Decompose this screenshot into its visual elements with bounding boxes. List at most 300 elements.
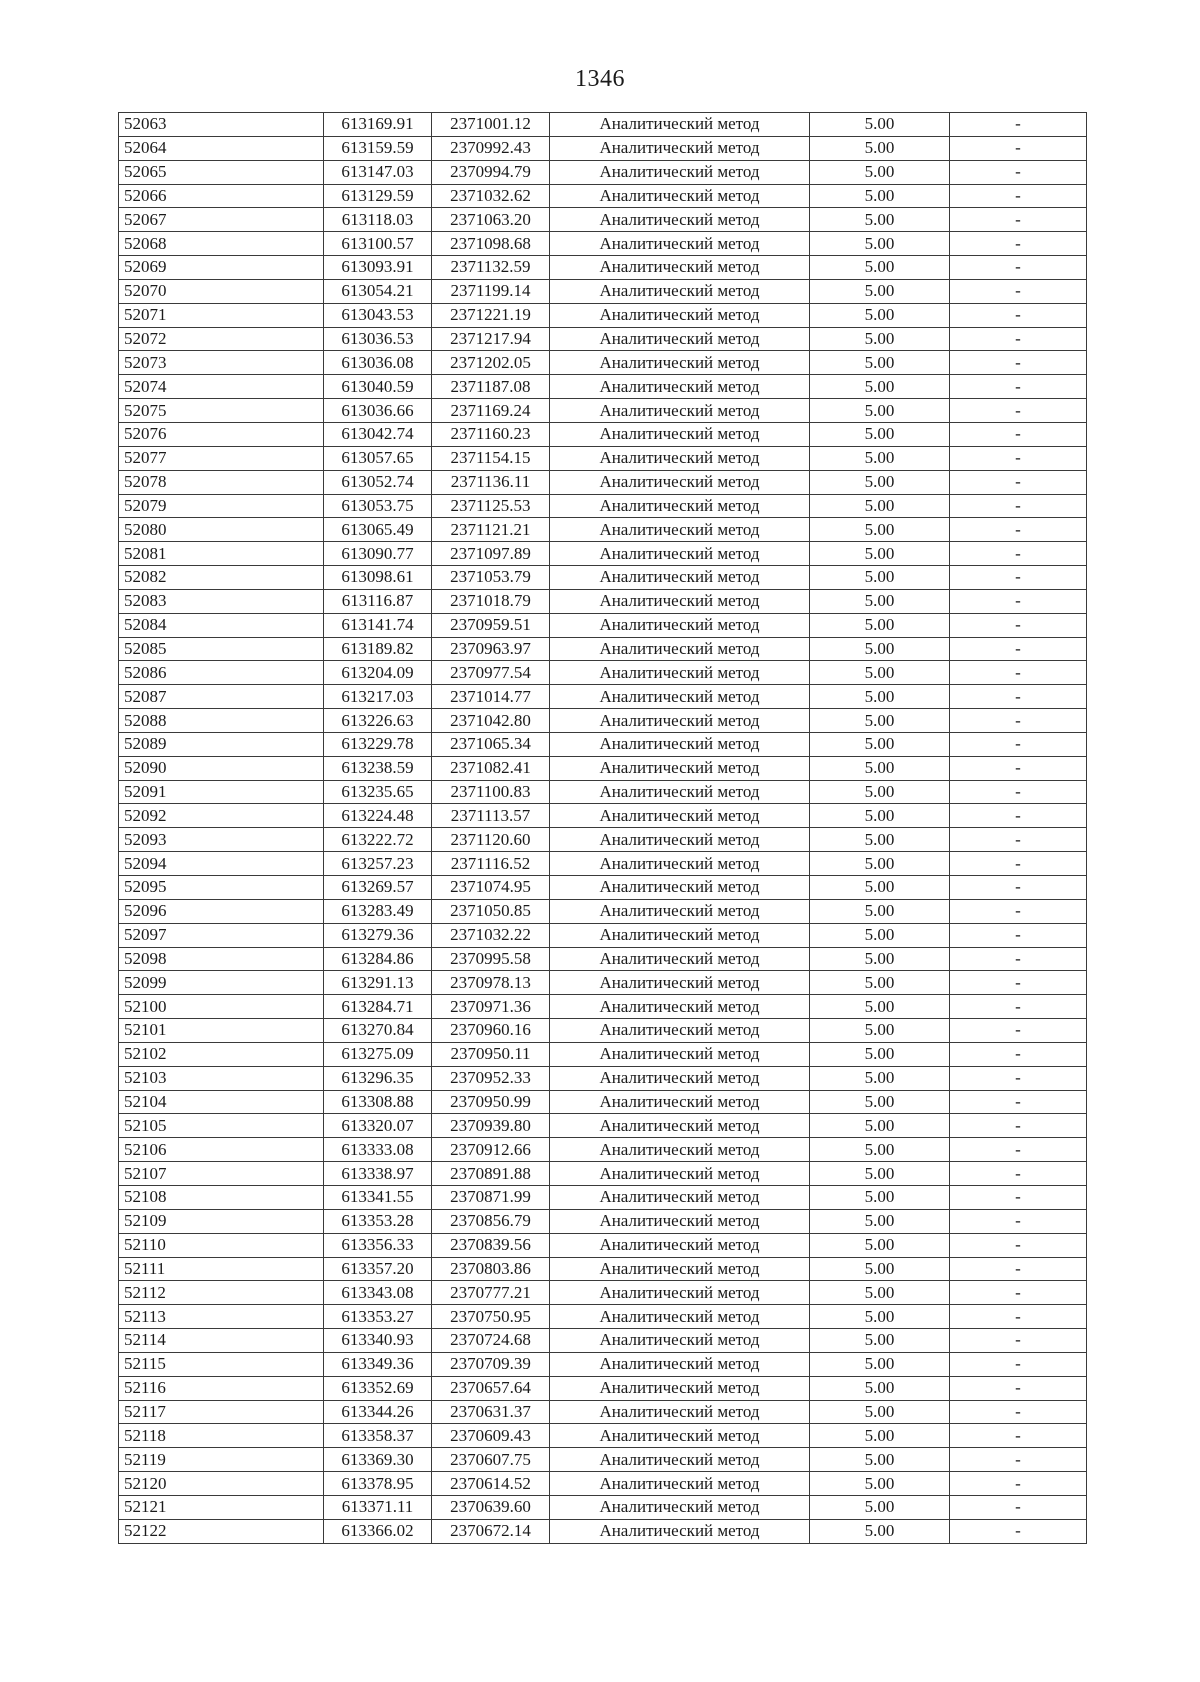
table-row xyxy=(119,113,1087,137)
y-coordinate-cell: 2370971.36 xyxy=(432,995,550,1019)
note-cell: - xyxy=(950,756,1087,780)
x-coordinate-cell: 613320.07 xyxy=(324,1114,432,1138)
point-id-cell: 52106 xyxy=(119,1138,324,1162)
note-cell: - xyxy=(950,256,1087,280)
accuracy-cell: 5.00 xyxy=(810,399,950,423)
point-id-cell: 52122 xyxy=(119,1519,324,1543)
point-id-cell: 52081 xyxy=(119,542,324,566)
x-coordinate-cell: 613204.09 xyxy=(324,661,432,685)
accuracy-cell: 5.00 xyxy=(810,303,950,327)
accuracy-cell: 5.00 xyxy=(810,1185,950,1209)
y-coordinate-cell: 2371217.94 xyxy=(432,327,550,351)
x-coordinate-cell: 613338.97 xyxy=(324,1162,432,1186)
y-coordinate-cell: 2370672.14 xyxy=(432,1519,550,1543)
x-coordinate-cell: 613378.95 xyxy=(324,1472,432,1496)
method-cell: Аналитический метод xyxy=(550,709,810,733)
method-cell: Аналитический метод xyxy=(550,279,810,303)
table-body xyxy=(119,113,1087,1544)
x-coordinate-cell: 613308.88 xyxy=(324,1090,432,1114)
table-row xyxy=(119,971,1087,995)
note-cell: - xyxy=(950,184,1087,208)
y-coordinate-cell: 2370939.80 xyxy=(432,1114,550,1138)
table-row xyxy=(119,1352,1087,1376)
point-id-cell: 52069 xyxy=(119,256,324,280)
accuracy-cell: 5.00 xyxy=(810,756,950,780)
coordinates-table xyxy=(118,112,1087,1544)
note-cell: - xyxy=(950,279,1087,303)
x-coordinate-cell: 613147.03 xyxy=(324,160,432,184)
table-row xyxy=(119,279,1087,303)
point-id-cell: 52064 xyxy=(119,136,324,160)
y-coordinate-cell: 2371199.14 xyxy=(432,279,550,303)
table-row xyxy=(119,1042,1087,1066)
method-cell: Аналитический метод xyxy=(550,1305,810,1329)
y-coordinate-cell: 2370992.43 xyxy=(432,136,550,160)
method-cell: Аналитический метод xyxy=(550,637,810,661)
table-row xyxy=(119,1305,1087,1329)
table-row xyxy=(119,542,1087,566)
accuracy-cell: 5.00 xyxy=(810,685,950,709)
accuracy-cell: 5.00 xyxy=(810,1424,950,1448)
note-cell: - xyxy=(950,303,1087,327)
x-coordinate-cell: 613296.35 xyxy=(324,1066,432,1090)
point-id-cell: 52087 xyxy=(119,685,324,709)
method-cell: Аналитический метод xyxy=(550,947,810,971)
accuracy-cell: 5.00 xyxy=(810,1066,950,1090)
method-cell: Аналитический метод xyxy=(550,422,810,446)
y-coordinate-cell: 2370839.56 xyxy=(432,1233,550,1257)
point-id-cell: 52109 xyxy=(119,1209,324,1233)
table-row xyxy=(119,947,1087,971)
table-row xyxy=(119,446,1087,470)
point-id-cell: 52119 xyxy=(119,1448,324,1472)
y-coordinate-cell: 2371098.68 xyxy=(432,232,550,256)
point-id-cell: 52121 xyxy=(119,1495,324,1519)
method-cell: Аналитический метод xyxy=(550,971,810,995)
note-cell: - xyxy=(950,566,1087,590)
point-id-cell: 52112 xyxy=(119,1281,324,1305)
table-row xyxy=(119,422,1087,446)
table-row xyxy=(119,780,1087,804)
note-cell: - xyxy=(950,1448,1087,1472)
y-coordinate-cell: 2370891.88 xyxy=(432,1162,550,1186)
accuracy-cell: 5.00 xyxy=(810,566,950,590)
method-cell: Аналитический метод xyxy=(550,1352,810,1376)
y-coordinate-cell: 2371032.62 xyxy=(432,184,550,208)
method-cell: Аналитический метод xyxy=(550,1472,810,1496)
y-coordinate-cell: 2371136.11 xyxy=(432,470,550,494)
note-cell: - xyxy=(950,1281,1087,1305)
accuracy-cell: 5.00 xyxy=(810,1400,950,1424)
method-cell: Аналитический метод xyxy=(550,661,810,685)
note-cell: - xyxy=(950,208,1087,232)
note-cell: - xyxy=(950,1376,1087,1400)
note-cell: - xyxy=(950,327,1087,351)
x-coordinate-cell: 613054.21 xyxy=(324,279,432,303)
x-coordinate-cell: 613042.74 xyxy=(324,422,432,446)
accuracy-cell: 5.00 xyxy=(810,780,950,804)
table-row xyxy=(119,1019,1087,1043)
note-cell: - xyxy=(950,1233,1087,1257)
table-row xyxy=(119,1472,1087,1496)
method-cell: Аналитический метод xyxy=(550,470,810,494)
note-cell: - xyxy=(950,804,1087,828)
accuracy-cell: 5.00 xyxy=(810,208,950,232)
method-cell: Аналитический метод xyxy=(550,876,810,900)
method-cell: Аналитический метод xyxy=(550,566,810,590)
note-cell: - xyxy=(950,947,1087,971)
x-coordinate-cell: 613217.03 xyxy=(324,685,432,709)
accuracy-cell: 5.00 xyxy=(810,160,950,184)
method-cell: Аналитический метод xyxy=(550,780,810,804)
note-cell: - xyxy=(950,661,1087,685)
method-cell: Аналитический метод xyxy=(550,375,810,399)
point-id-cell: 52082 xyxy=(119,566,324,590)
table-row xyxy=(119,399,1087,423)
accuracy-cell: 5.00 xyxy=(810,1472,950,1496)
table-row xyxy=(119,256,1087,280)
x-coordinate-cell: 613043.53 xyxy=(324,303,432,327)
point-id-cell: 52098 xyxy=(119,947,324,971)
y-coordinate-cell: 2371014.77 xyxy=(432,685,550,709)
accuracy-cell: 5.00 xyxy=(810,351,950,375)
table-row xyxy=(119,1257,1087,1281)
y-coordinate-cell: 2370609.43 xyxy=(432,1424,550,1448)
method-cell: Аналитический метод xyxy=(550,1519,810,1543)
method-cell: Аналитический метод xyxy=(550,613,810,637)
note-cell: - xyxy=(950,136,1087,160)
point-id-cell: 52107 xyxy=(119,1162,324,1186)
table-row xyxy=(119,589,1087,613)
point-id-cell: 52084 xyxy=(119,613,324,637)
y-coordinate-cell: 2370724.68 xyxy=(432,1329,550,1353)
method-cell: Аналитический метод xyxy=(550,1424,810,1448)
y-coordinate-cell: 2371120.60 xyxy=(432,828,550,852)
accuracy-cell: 5.00 xyxy=(810,422,950,446)
x-coordinate-cell: 613057.65 xyxy=(324,446,432,470)
accuracy-cell: 5.00 xyxy=(810,1329,950,1353)
method-cell: Аналитический метод xyxy=(550,1281,810,1305)
point-id-cell: 52113 xyxy=(119,1305,324,1329)
accuracy-cell: 5.00 xyxy=(810,995,950,1019)
y-coordinate-cell: 2371160.23 xyxy=(432,422,550,446)
y-coordinate-cell: 2371050.85 xyxy=(432,899,550,923)
point-id-cell: 52085 xyxy=(119,637,324,661)
x-coordinate-cell: 613257.23 xyxy=(324,852,432,876)
accuracy-cell: 5.00 xyxy=(810,375,950,399)
point-id-cell: 52103 xyxy=(119,1066,324,1090)
table-row xyxy=(119,1233,1087,1257)
method-cell: Аналитический метод xyxy=(550,256,810,280)
note-cell: - xyxy=(950,113,1087,137)
y-coordinate-cell: 2370803.86 xyxy=(432,1257,550,1281)
note-cell: - xyxy=(950,852,1087,876)
note-cell: - xyxy=(950,1138,1087,1162)
y-coordinate-cell: 2370750.95 xyxy=(432,1305,550,1329)
method-cell: Аналитический метод xyxy=(550,1042,810,1066)
note-cell: - xyxy=(950,1066,1087,1090)
x-coordinate-cell: 613238.59 xyxy=(324,756,432,780)
y-coordinate-cell: 2371042.80 xyxy=(432,709,550,733)
accuracy-cell: 5.00 xyxy=(810,637,950,661)
table-row xyxy=(119,1162,1087,1186)
table-row xyxy=(119,613,1087,637)
note-cell: - xyxy=(950,732,1087,756)
table-row xyxy=(119,1376,1087,1400)
y-coordinate-cell: 2371125.53 xyxy=(432,494,550,518)
x-coordinate-cell: 613270.84 xyxy=(324,1019,432,1043)
x-coordinate-cell: 613284.71 xyxy=(324,995,432,1019)
point-id-cell: 52074 xyxy=(119,375,324,399)
method-cell: Аналитический метод xyxy=(550,113,810,137)
method-cell: Аналитический метод xyxy=(550,1400,810,1424)
note-cell: - xyxy=(950,160,1087,184)
point-id-cell: 52080 xyxy=(119,518,324,542)
x-coordinate-cell: 613226.63 xyxy=(324,709,432,733)
method-cell: Аналитический метод xyxy=(550,804,810,828)
x-coordinate-cell: 613333.08 xyxy=(324,1138,432,1162)
accuracy-cell: 5.00 xyxy=(810,1233,950,1257)
y-coordinate-cell: 2370950.99 xyxy=(432,1090,550,1114)
note-cell: - xyxy=(950,1352,1087,1376)
method-cell: Аналитический метод xyxy=(550,995,810,1019)
y-coordinate-cell: 2371074.95 xyxy=(432,876,550,900)
y-coordinate-cell: 2371001.12 xyxy=(432,113,550,137)
note-cell: - xyxy=(950,923,1087,947)
point-id-cell: 52075 xyxy=(119,399,324,423)
table-row xyxy=(119,327,1087,351)
accuracy-cell: 5.00 xyxy=(810,1448,950,1472)
method-cell: Аналитический метод xyxy=(550,160,810,184)
accuracy-cell: 5.00 xyxy=(810,1042,950,1066)
note-cell: - xyxy=(950,542,1087,566)
x-coordinate-cell: 613090.77 xyxy=(324,542,432,566)
x-coordinate-cell: 613275.09 xyxy=(324,1042,432,1066)
method-cell: Аналитический метод xyxy=(550,1448,810,1472)
x-coordinate-cell: 613279.36 xyxy=(324,923,432,947)
point-id-cell: 52116 xyxy=(119,1376,324,1400)
point-id-cell: 52092 xyxy=(119,804,324,828)
note-cell: - xyxy=(950,351,1087,375)
y-coordinate-cell: 2370639.60 xyxy=(432,1495,550,1519)
note-cell: - xyxy=(950,1114,1087,1138)
note-cell: - xyxy=(950,1019,1087,1043)
y-coordinate-cell: 2370978.13 xyxy=(432,971,550,995)
table-row xyxy=(119,1114,1087,1138)
table-row xyxy=(119,852,1087,876)
method-cell: Аналитический метод xyxy=(550,1185,810,1209)
table-row xyxy=(119,375,1087,399)
y-coordinate-cell: 2370952.33 xyxy=(432,1066,550,1090)
y-coordinate-cell: 2371097.89 xyxy=(432,542,550,566)
point-id-cell: 52115 xyxy=(119,1352,324,1376)
point-id-cell: 52072 xyxy=(119,327,324,351)
y-coordinate-cell: 2371121.21 xyxy=(432,518,550,542)
y-coordinate-cell: 2371082.41 xyxy=(432,756,550,780)
point-id-cell: 52066 xyxy=(119,184,324,208)
note-cell: - xyxy=(950,613,1087,637)
table-row xyxy=(119,1519,1087,1543)
y-coordinate-cell: 2370959.51 xyxy=(432,613,550,637)
accuracy-cell: 5.00 xyxy=(810,1138,950,1162)
accuracy-cell: 5.00 xyxy=(810,1305,950,1329)
method-cell: Аналитический метод xyxy=(550,1066,810,1090)
method-cell: Аналитический метод xyxy=(550,446,810,470)
x-coordinate-cell: 613116.87 xyxy=(324,589,432,613)
y-coordinate-cell: 2370856.79 xyxy=(432,1209,550,1233)
x-coordinate-cell: 613129.59 xyxy=(324,184,432,208)
point-id-cell: 52078 xyxy=(119,470,324,494)
method-cell: Аналитический метод xyxy=(550,351,810,375)
x-coordinate-cell: 613040.59 xyxy=(324,375,432,399)
accuracy-cell: 5.00 xyxy=(810,256,950,280)
table-row xyxy=(119,136,1087,160)
note-cell: - xyxy=(950,876,1087,900)
note-cell: - xyxy=(950,1400,1087,1424)
point-id-cell: 52083 xyxy=(119,589,324,613)
accuracy-cell: 5.00 xyxy=(810,876,950,900)
table-row xyxy=(119,1400,1087,1424)
x-coordinate-cell: 613352.69 xyxy=(324,1376,432,1400)
y-coordinate-cell: 2371113.57 xyxy=(432,804,550,828)
x-coordinate-cell: 613036.66 xyxy=(324,399,432,423)
accuracy-cell: 5.00 xyxy=(810,136,950,160)
accuracy-cell: 5.00 xyxy=(810,709,950,733)
y-coordinate-cell: 2370960.16 xyxy=(432,1019,550,1043)
method-cell: Аналитический метод xyxy=(550,852,810,876)
table-row xyxy=(119,876,1087,900)
y-coordinate-cell: 2371187.08 xyxy=(432,375,550,399)
method-cell: Аналитический метод xyxy=(550,136,810,160)
y-coordinate-cell: 2370912.66 xyxy=(432,1138,550,1162)
point-id-cell: 52101 xyxy=(119,1019,324,1043)
method-cell: Аналитический метод xyxy=(550,303,810,327)
point-id-cell: 52118 xyxy=(119,1424,324,1448)
method-cell: Аналитический метод xyxy=(550,685,810,709)
table-row xyxy=(119,1209,1087,1233)
table-row xyxy=(119,804,1087,828)
point-id-cell: 52088 xyxy=(119,709,324,733)
y-coordinate-cell: 2371100.83 xyxy=(432,780,550,804)
method-cell: Аналитический метод xyxy=(550,1233,810,1257)
table-row xyxy=(119,470,1087,494)
point-id-cell: 52076 xyxy=(119,422,324,446)
accuracy-cell: 5.00 xyxy=(810,542,950,566)
point-id-cell: 52079 xyxy=(119,494,324,518)
point-id-cell: 52090 xyxy=(119,756,324,780)
table-row xyxy=(119,1448,1087,1472)
point-id-cell: 52104 xyxy=(119,1090,324,1114)
accuracy-cell: 5.00 xyxy=(810,947,950,971)
accuracy-cell: 5.00 xyxy=(810,828,950,852)
point-id-cell: 52097 xyxy=(119,923,324,947)
y-coordinate-cell: 2370950.11 xyxy=(432,1042,550,1066)
y-coordinate-cell: 2371018.79 xyxy=(432,589,550,613)
point-id-cell: 52067 xyxy=(119,208,324,232)
y-coordinate-cell: 2371065.34 xyxy=(432,732,550,756)
point-id-cell: 52093 xyxy=(119,828,324,852)
point-id-cell: 52099 xyxy=(119,971,324,995)
x-coordinate-cell: 613366.02 xyxy=(324,1519,432,1543)
x-coordinate-cell: 613357.20 xyxy=(324,1257,432,1281)
method-cell: Аналитический метод xyxy=(550,542,810,566)
accuracy-cell: 5.00 xyxy=(810,1209,950,1233)
accuracy-cell: 5.00 xyxy=(810,518,950,542)
x-coordinate-cell: 613098.61 xyxy=(324,566,432,590)
x-coordinate-cell: 613093.91 xyxy=(324,256,432,280)
point-id-cell: 52063 xyxy=(119,113,324,137)
table-row xyxy=(119,518,1087,542)
note-cell: - xyxy=(950,1495,1087,1519)
method-cell: Аналитический метод xyxy=(550,232,810,256)
point-id-cell: 52096 xyxy=(119,899,324,923)
point-id-cell: 52077 xyxy=(119,446,324,470)
note-cell: - xyxy=(950,1209,1087,1233)
point-id-cell: 52065 xyxy=(119,160,324,184)
point-id-cell: 52071 xyxy=(119,303,324,327)
table-row xyxy=(119,160,1087,184)
point-id-cell: 52110 xyxy=(119,1233,324,1257)
x-coordinate-cell: 613141.74 xyxy=(324,613,432,637)
table-row xyxy=(119,1138,1087,1162)
method-cell: Аналитический метод xyxy=(550,1138,810,1162)
accuracy-cell: 5.00 xyxy=(810,1352,950,1376)
x-coordinate-cell: 613222.72 xyxy=(324,828,432,852)
table-row xyxy=(119,899,1087,923)
accuracy-cell: 5.00 xyxy=(810,1162,950,1186)
accuracy-cell: 5.00 xyxy=(810,1090,950,1114)
x-coordinate-cell: 613284.86 xyxy=(324,947,432,971)
table-row xyxy=(119,923,1087,947)
x-coordinate-cell: 613269.57 xyxy=(324,876,432,900)
table-row xyxy=(119,1281,1087,1305)
y-coordinate-cell: 2370657.64 xyxy=(432,1376,550,1400)
note-cell: - xyxy=(950,518,1087,542)
method-cell: Аналитический метод xyxy=(550,1019,810,1043)
x-coordinate-cell: 613118.03 xyxy=(324,208,432,232)
accuracy-cell: 5.00 xyxy=(810,589,950,613)
table-row xyxy=(119,828,1087,852)
y-coordinate-cell: 2370709.39 xyxy=(432,1352,550,1376)
point-id-cell: 52120 xyxy=(119,1472,324,1496)
method-cell: Аналитический метод xyxy=(550,589,810,613)
accuracy-cell: 5.00 xyxy=(810,1281,950,1305)
accuracy-cell: 5.00 xyxy=(810,852,950,876)
page-number: 1346 xyxy=(575,66,625,92)
table-row xyxy=(119,709,1087,733)
y-coordinate-cell: 2370607.75 xyxy=(432,1448,550,1472)
point-id-cell: 52068 xyxy=(119,232,324,256)
y-coordinate-cell: 2370977.54 xyxy=(432,661,550,685)
x-coordinate-cell: 613353.28 xyxy=(324,1209,432,1233)
note-cell: - xyxy=(950,422,1087,446)
method-cell: Аналитический метод xyxy=(550,899,810,923)
note-cell: - xyxy=(950,1042,1087,1066)
table-row xyxy=(119,1090,1087,1114)
note-cell: - xyxy=(950,399,1087,423)
accuracy-cell: 5.00 xyxy=(810,661,950,685)
accuracy-cell: 5.00 xyxy=(810,923,950,947)
table-row xyxy=(119,303,1087,327)
y-coordinate-cell: 2371202.05 xyxy=(432,351,550,375)
method-cell: Аналитический метод xyxy=(550,184,810,208)
method-cell: Аналитический метод xyxy=(550,494,810,518)
note-cell: - xyxy=(950,971,1087,995)
y-coordinate-cell: 2371116.52 xyxy=(432,852,550,876)
note-cell: - xyxy=(950,1472,1087,1496)
x-coordinate-cell: 613353.27 xyxy=(324,1305,432,1329)
accuracy-cell: 5.00 xyxy=(810,232,950,256)
